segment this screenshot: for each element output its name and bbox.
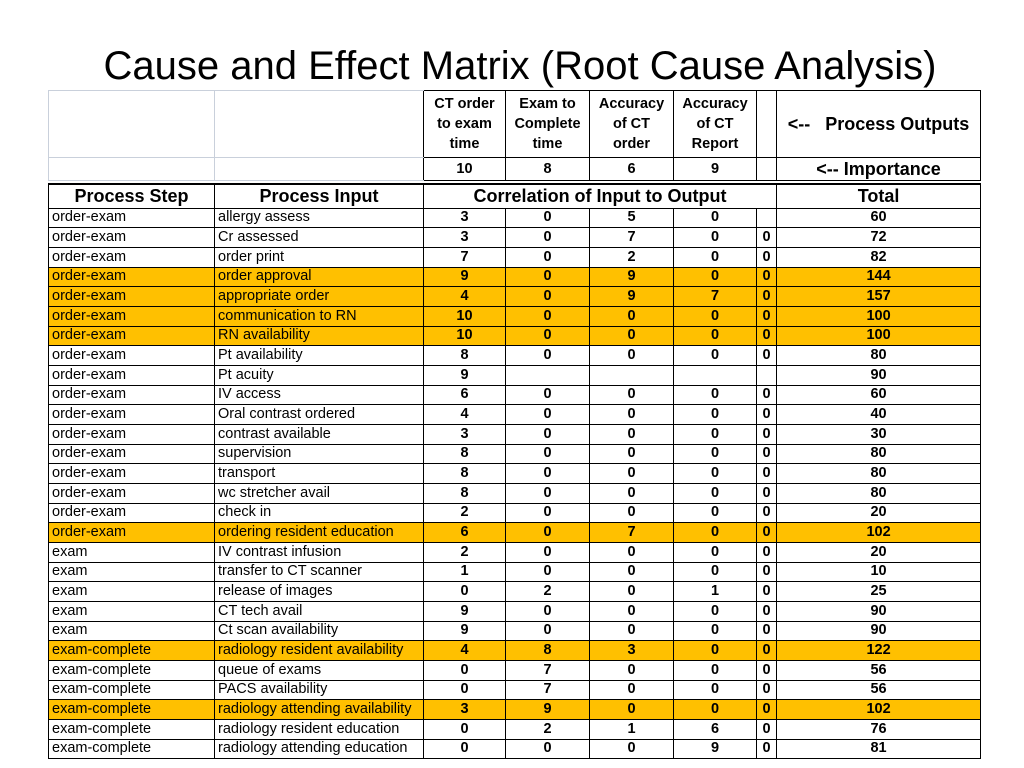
process-input-cell: release of images [215,582,424,602]
score-ct-order-to-exam-time-cell: 4 [424,405,506,425]
score-exam-to-complete-time-cell: 0 [506,464,590,484]
score-exam-to-complete-time-cell: 2 [506,719,590,739]
score-exam-to-complete-time-cell [506,365,590,385]
process-step-cell: order-exam [49,424,215,444]
process-input-cell: RN availability [215,326,424,346]
score-ct-order-to-exam-time-cell: 3 [424,208,506,228]
table-row [49,208,981,228]
importance-value: 8 [506,158,590,181]
score-accuracy-of-ct-order-cell: 5 [590,208,674,228]
table-row [49,267,981,287]
score-ct-order-to-exam-time-cell: 8 [424,346,506,366]
process-step-cell: exam [49,601,215,621]
score-ct-order-to-exam-time-cell: 6 [424,385,506,405]
output-accuracy-of-ct-order: Accuracy of CT order [598,96,665,152]
table-row [49,719,981,739]
score-accuracy-of-ct-report-cell: 0 [674,346,757,366]
score-accuracy-of-ct-order-cell: 0 [590,582,674,602]
process-input-cell: radiology resident availability [215,641,424,661]
total-cell: 90 [777,365,981,385]
score-exam-to-complete-time-cell: 0 [506,306,590,326]
table-row [49,621,981,641]
empty-header-cell [757,158,777,181]
score-extra-cell: 0 [757,562,777,582]
score-ct-order-to-exam-time-cell: 10 [424,306,506,326]
score-exam-to-complete-time-cell: 0 [506,503,590,523]
score-exam-to-complete-time-cell: 0 [506,287,590,307]
table-row [49,405,981,425]
score-exam-to-complete-time-cell: 0 [506,424,590,444]
process-input-cell: radiology attending education [215,739,424,759]
score-ct-order-to-exam-time-cell: 6 [424,523,506,543]
process-input-cell: wc stretcher avail [215,483,424,503]
score-exam-to-complete-time-cell: 0 [506,405,590,425]
score-exam-to-complete-time-cell: 0 [506,346,590,366]
process-input-cell: Oral contrast ordered [215,405,424,425]
process-step-cell: exam [49,582,215,602]
table-row [49,700,981,720]
table-row [49,464,981,484]
score-exam-to-complete-time-cell: 0 [506,601,590,621]
table-row [49,660,981,680]
process-input-cell: transfer to CT scanner [215,562,424,582]
total-cell: 144 [777,267,981,287]
total-cell: 56 [777,660,981,680]
process-input-cell: IV contrast infusion [215,542,424,562]
score-accuracy-of-ct-order-cell: 0 [590,326,674,346]
score-accuracy-of-ct-report-cell: 0 [674,208,757,228]
score-accuracy-of-ct-order-cell: 0 [590,562,674,582]
score-ct-order-to-exam-time-cell: 0 [424,739,506,759]
score-accuracy-of-ct-report-cell: 0 [674,247,757,267]
score-extra-cell: 0 [757,680,777,700]
table-row [49,365,981,385]
total-cell: 82 [777,247,981,267]
process-step-cell: order-exam [49,503,215,523]
process-outputs-row [49,91,981,158]
process-step-cell: exam-complete [49,641,215,661]
process-outputs-header [48,90,981,181]
process-step-cell: order-exam [49,267,215,287]
score-ct-order-to-exam-time-cell: 8 [424,483,506,503]
score-accuracy-of-ct-report-cell: 0 [674,464,757,484]
importance-label: <-- Importance [777,158,981,181]
score-accuracy-of-ct-report-cell: 0 [674,503,757,523]
total-cell: 90 [777,601,981,621]
score-ct-order-to-exam-time-cell: 0 [424,719,506,739]
table-row [49,247,981,267]
output-header-cell [674,91,757,158]
empty-header-cell [215,158,424,181]
score-exam-to-complete-time-cell: 0 [506,326,590,346]
process-step-cell: order-exam [49,464,215,484]
score-extra-cell: 0 [757,424,777,444]
process-step-cell: order-exam [49,247,215,267]
score-accuracy-of-ct-report-cell: 0 [674,621,757,641]
score-accuracy-of-ct-order-cell: 0 [590,739,674,759]
table-row [49,228,981,248]
score-ct-order-to-exam-time-cell: 4 [424,641,506,661]
score-accuracy-of-ct-order-cell: 0 [590,464,674,484]
table-row [49,326,981,346]
process-step-cell: order-exam [49,523,215,543]
column-header-row [49,184,981,208]
table-row [49,601,981,621]
score-accuracy-of-ct-order-cell: 7 [590,228,674,248]
score-accuracy-of-ct-report-cell: 0 [674,228,757,248]
process-step-cell: exam-complete [49,660,215,680]
score-extra-cell: 0 [757,503,777,523]
score-exam-to-complete-time-cell: 2 [506,582,590,602]
table-row [49,287,981,307]
score-accuracy-of-ct-order-cell: 0 [590,700,674,720]
score-accuracy-of-ct-order-cell [590,365,674,385]
process-step-cell: order-exam [49,405,215,425]
score-accuracy-of-ct-report-cell: 0 [674,542,757,562]
score-ct-order-to-exam-time-cell: 3 [424,424,506,444]
score-extra-cell: 0 [757,523,777,543]
process-step-cell: exam [49,621,215,641]
total-cell: 80 [777,346,981,366]
total-cell: 40 [777,405,981,425]
process-input-cell: allergy assess [215,208,424,228]
score-ct-order-to-exam-time-cell: 9 [424,267,506,287]
score-accuracy-of-ct-order-cell: 0 [590,680,674,700]
score-accuracy-of-ct-report-cell: 0 [674,700,757,720]
score-accuracy-of-ct-order-cell: 0 [590,346,674,366]
process-step-cell: order-exam [49,385,215,405]
score-accuracy-of-ct-report-cell: 9 [674,739,757,759]
process-step-cell: order-exam [49,287,215,307]
score-accuracy-of-ct-report-cell: 0 [674,424,757,444]
score-ct-order-to-exam-time-cell: 8 [424,464,506,484]
score-extra-cell: 0 [757,641,777,661]
score-ct-order-to-exam-time-cell: 2 [424,542,506,562]
total-header: Total [777,184,981,208]
score-ct-order-to-exam-time-cell: 1 [424,562,506,582]
table-row [49,523,981,543]
empty-header-cell [757,91,777,158]
process-step-cell: exam [49,542,215,562]
score-accuracy-of-ct-order-cell: 9 [590,287,674,307]
score-ct-order-to-exam-time-cell: 3 [424,228,506,248]
process-input-cell: Ct scan availability [215,621,424,641]
score-extra-cell: 0 [757,228,777,248]
score-extra-cell: 0 [757,542,777,562]
output-ct-order-to-exam-time: CT order to exam time [434,96,495,152]
process-step-cell: exam-complete [49,739,215,759]
total-cell: 25 [777,582,981,602]
total-cell: 102 [777,700,981,720]
process-input-cell: CT tech avail [215,601,424,621]
table-row [49,542,981,562]
total-cell: 20 [777,542,981,562]
score-ct-order-to-exam-time-cell: 3 [424,700,506,720]
score-accuracy-of-ct-order-cell: 1 [590,719,674,739]
score-ct-order-to-exam-time-cell: 7 [424,247,506,267]
total-cell: 100 [777,326,981,346]
score-accuracy-of-ct-report-cell: 0 [674,267,757,287]
table-row [49,424,981,444]
score-exam-to-complete-time-cell: 0 [506,562,590,582]
score-ct-order-to-exam-time-cell: 0 [424,660,506,680]
process-step-cell: exam-complete [49,700,215,720]
table-row [49,306,981,326]
importance-value: 10 [424,158,506,181]
score-accuracy-of-ct-report-cell: 0 [674,660,757,680]
score-extra-cell: 0 [757,601,777,621]
score-ct-order-to-exam-time-cell: 9 [424,621,506,641]
score-accuracy-of-ct-order-cell: 0 [590,444,674,464]
score-accuracy-of-ct-report-cell: 0 [674,562,757,582]
score-accuracy-of-ct-order-cell: 0 [590,621,674,641]
cause-effect-matrix [48,183,981,759]
score-accuracy-of-ct-report-cell: 6 [674,719,757,739]
process-step-cell: exam [49,562,215,582]
process-input-cell: IV access [215,385,424,405]
process-step-cell: exam-complete [49,719,215,739]
table-row [49,641,981,661]
output-header-cell [424,91,506,158]
process-input-cell: appropriate order [215,287,424,307]
process-input-cell: Cr assessed [215,228,424,248]
score-ct-order-to-exam-time-cell: 8 [424,444,506,464]
process-step-cell: order-exam [49,306,215,326]
process-step-cell: order-exam [49,326,215,346]
process-step-cell: order-exam [49,444,215,464]
score-exam-to-complete-time-cell: 0 [506,739,590,759]
score-accuracy-of-ct-order-cell: 0 [590,385,674,405]
total-cell: 80 [777,444,981,464]
output-exam-to-complete-time: Exam to Complete time [514,96,581,152]
score-extra-cell: 0 [757,326,777,346]
empty-header-cell [215,91,424,158]
score-extra-cell: 0 [757,660,777,680]
total-cell: 72 [777,228,981,248]
process-outputs-label: <-- Process Outputs [777,91,981,158]
score-accuracy-of-ct-report-cell: 0 [674,444,757,464]
score-accuracy-of-ct-order-cell: 0 [590,483,674,503]
total-cell: 56 [777,680,981,700]
process-input-cell: transport [215,464,424,484]
process-input-cell: radiology attending availability [215,700,424,720]
score-extra-cell [757,208,777,228]
score-accuracy-of-ct-order-cell: 0 [590,424,674,444]
score-exam-to-complete-time-cell: 0 [506,483,590,503]
score-accuracy-of-ct-order-cell: 7 [590,523,674,543]
score-ct-order-to-exam-time-cell: 2 [424,503,506,523]
score-accuracy-of-ct-order-cell: 0 [590,405,674,425]
score-extra-cell: 0 [757,444,777,464]
score-exam-to-complete-time-cell: 8 [506,641,590,661]
score-exam-to-complete-time-cell: 0 [506,542,590,562]
score-accuracy-of-ct-report-cell: 0 [674,601,757,621]
empty-header-cell [49,91,215,158]
process-input-cell: check in [215,503,424,523]
score-extra-cell: 0 [757,306,777,326]
score-accuracy-of-ct-report-cell: 0 [674,326,757,346]
output-header-cell [506,91,590,158]
score-extra-cell: 0 [757,346,777,366]
process-step-cell: order-exam [49,346,215,366]
score-ct-order-to-exam-time-cell: 0 [424,680,506,700]
importance-value: 9 [674,158,757,181]
score-extra-cell: 0 [757,287,777,307]
score-accuracy-of-ct-order-cell: 2 [590,247,674,267]
score-ct-order-to-exam-time-cell: 4 [424,287,506,307]
table-row [49,739,981,759]
score-accuracy-of-ct-report-cell: 0 [674,680,757,700]
score-accuracy-of-ct-order-cell: 3 [590,641,674,661]
score-accuracy-of-ct-order-cell: 0 [590,503,674,523]
total-cell: 60 [777,208,981,228]
score-exam-to-complete-time-cell: 0 [506,444,590,464]
score-extra-cell: 0 [757,739,777,759]
score-exam-to-complete-time-cell: 7 [506,660,590,680]
score-accuracy-of-ct-report-cell: 0 [674,641,757,661]
score-accuracy-of-ct-order-cell: 0 [590,601,674,621]
total-cell: 30 [777,424,981,444]
score-exam-to-complete-time-cell: 0 [506,385,590,405]
total-cell: 76 [777,719,981,739]
total-cell: 100 [777,306,981,326]
score-extra-cell: 0 [757,247,777,267]
score-accuracy-of-ct-order-cell: 0 [590,660,674,680]
process-input-cell: radiology resident education [215,719,424,739]
process-step-cell: order-exam [49,483,215,503]
score-accuracy-of-ct-report-cell [674,365,757,385]
process-input-cell: ordering resident education [215,523,424,543]
total-cell: 20 [777,503,981,523]
process-input-cell: communication to RN [215,306,424,326]
score-extra-cell: 0 [757,621,777,641]
score-accuracy-of-ct-report-cell: 0 [674,405,757,425]
score-extra-cell: 0 [757,582,777,602]
score-exam-to-complete-time-cell: 7 [506,680,590,700]
process-step-cell: order-exam [49,365,215,385]
score-accuracy-of-ct-report-cell: 1 [674,582,757,602]
score-exam-to-complete-time-cell: 0 [506,523,590,543]
slide-title: Cause and Effect Matrix (Root Cause Analysis) [103,44,937,88]
table-row [49,562,981,582]
table-row [49,582,981,602]
total-cell: 157 [777,287,981,307]
total-cell: 80 [777,464,981,484]
table-row [49,444,981,464]
output-accuracy-of-ct-report: Accuracy of CT Report [682,96,748,152]
score-accuracy-of-ct-order-cell: 0 [590,542,674,562]
process-step-cell: order-exam [49,228,215,248]
score-ct-order-to-exam-time-cell: 9 [424,601,506,621]
score-ct-order-to-exam-time-cell: 9 [424,365,506,385]
matrix-body [49,208,981,759]
process-input-cell: PACS availability [215,680,424,700]
correlation-header: Correlation of Input to Output [424,184,777,208]
total-cell: 60 [777,385,981,405]
importance-value: 6 [590,158,674,181]
importance-row [49,158,981,181]
process-input-cell: contrast available [215,424,424,444]
total-cell: 80 [777,483,981,503]
score-extra-cell: 0 [757,719,777,739]
total-cell: 10 [777,562,981,582]
process-input-cell: order print [215,247,424,267]
score-extra-cell: 0 [757,267,777,287]
empty-header-cell [49,158,215,181]
table-row [49,680,981,700]
score-accuracy-of-ct-order-cell: 0 [590,306,674,326]
score-extra-cell: 0 [757,700,777,720]
total-cell: 81 [777,739,981,759]
process-input-header: Process Input [215,184,424,208]
score-exam-to-complete-time-cell: 0 [506,621,590,641]
matrix-header [49,184,981,208]
score-extra-cell: 0 [757,405,777,425]
score-exam-to-complete-time-cell: 0 [506,267,590,287]
process-step-header: Process Step [49,184,215,208]
table-row [49,385,981,405]
score-extra-cell: 0 [757,483,777,503]
process-input-cell: supervision [215,444,424,464]
score-accuracy-of-ct-report-cell: 0 [674,523,757,543]
score-exam-to-complete-time-cell: 0 [506,208,590,228]
score-ct-order-to-exam-time-cell: 0 [424,582,506,602]
score-ct-order-to-exam-time-cell: 10 [424,326,506,346]
process-step-cell: exam-complete [49,680,215,700]
process-input-cell: Pt availability [215,346,424,366]
score-extra-cell: 0 [757,464,777,484]
process-input-cell: queue of exams [215,660,424,680]
score-accuracy-of-ct-order-cell: 9 [590,267,674,287]
total-cell: 102 [777,523,981,543]
score-exam-to-complete-time-cell: 9 [506,700,590,720]
score-exam-to-complete-time-cell: 0 [506,247,590,267]
total-cell: 122 [777,641,981,661]
output-header-cell [590,91,674,158]
table-row [49,503,981,523]
total-cell: 90 [777,621,981,641]
table-row [49,346,981,366]
score-accuracy-of-ct-report-cell: 7 [674,287,757,307]
process-step-cell: order-exam [49,208,215,228]
score-accuracy-of-ct-report-cell: 0 [674,483,757,503]
table-row [49,483,981,503]
score-extra-cell: 0 [757,385,777,405]
score-extra-cell [757,365,777,385]
process-input-cell: order approval [215,267,424,287]
score-exam-to-complete-time-cell: 0 [506,228,590,248]
score-accuracy-of-ct-report-cell: 0 [674,306,757,326]
process-input-cell: Pt acuity [215,365,424,385]
score-accuracy-of-ct-report-cell: 0 [674,385,757,405]
